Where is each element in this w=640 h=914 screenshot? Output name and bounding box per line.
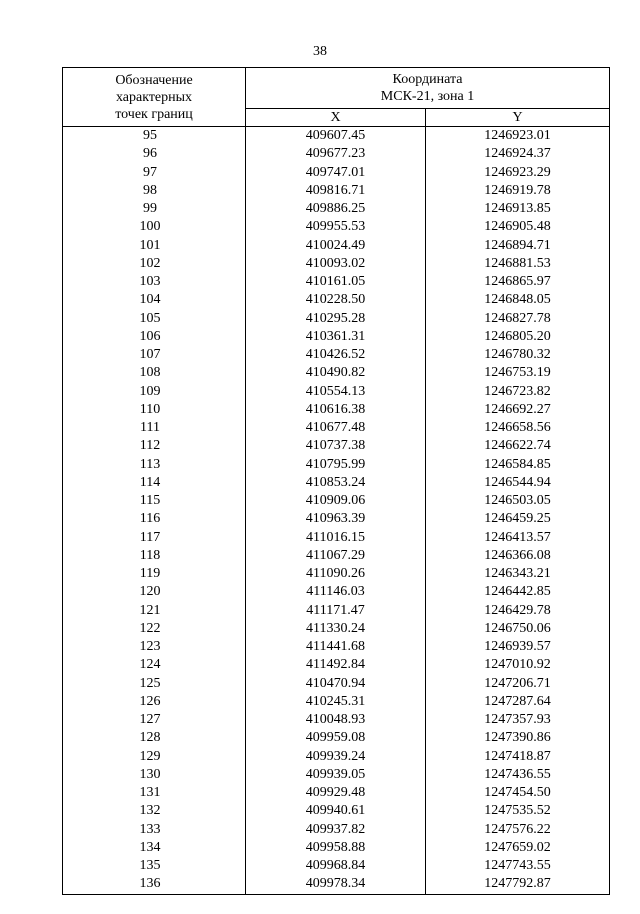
point-number-cell: 123	[63, 638, 246, 656]
point-number-cell: 100	[63, 218, 246, 236]
x-coordinate-cell: 411067.29	[246, 547, 426, 565]
x-coordinate-cell: 410554.13	[246, 383, 426, 401]
table-row	[63, 127, 610, 146]
table-row	[63, 218, 610, 236]
y-coordinate-cell: 1246459.25	[426, 510, 610, 528]
point-header-line: точек границ	[115, 106, 193, 122]
table-row	[63, 711, 610, 729]
y-coordinate-cell: 1246905.48	[426, 218, 610, 236]
table-row	[63, 602, 610, 620]
table-row	[63, 766, 610, 784]
table-row	[63, 875, 610, 894]
x-coordinate-cell: 410470.94	[246, 675, 426, 693]
x-coordinate-cell: 409937.82	[246, 821, 426, 839]
y-coordinate-cell: 1246923.29	[426, 164, 610, 182]
point-number-cell: 126	[63, 693, 246, 711]
point-number-cell: 108	[63, 364, 246, 382]
y-coordinate-cell: 1247418.87	[426, 748, 610, 766]
y-coordinate-cell: 1246881.53	[426, 255, 610, 273]
point-number-cell: 127	[63, 711, 246, 729]
table-row	[63, 383, 610, 401]
x-coordinate-cell: 410093.02	[246, 255, 426, 273]
x-coordinate-cell: 410490.82	[246, 364, 426, 382]
table-row	[63, 492, 610, 510]
y-coordinate-cell: 1247792.87	[426, 875, 610, 894]
x-coordinate-cell: 410426.52	[246, 346, 426, 364]
table-row	[63, 474, 610, 492]
x-column-header: X	[246, 109, 426, 127]
table-row	[63, 437, 610, 455]
table-row	[63, 620, 610, 638]
y-coordinate-cell: 1246413.57	[426, 529, 610, 547]
table-row	[63, 456, 610, 474]
point-number-cell: 96	[63, 145, 246, 163]
coordinate-header-line: Координата	[392, 72, 463, 87]
point-number-cell: 98	[63, 182, 246, 200]
y-coordinate-cell: 1246442.85	[426, 583, 610, 601]
table-row	[63, 401, 610, 419]
y-coordinate-cell: 1246750.06	[426, 620, 610, 638]
x-coordinate-cell: 409677.23	[246, 145, 426, 163]
table-row	[63, 273, 610, 291]
y-coordinate-cell: 1246622.74	[426, 437, 610, 455]
x-coordinate-cell: 409939.05	[246, 766, 426, 784]
x-coordinate-cell: 411016.15	[246, 529, 426, 547]
y-coordinate-cell: 1247454.50	[426, 784, 610, 802]
y-coordinate-cell: 1246919.78	[426, 182, 610, 200]
x-coordinate-cell: 410161.05	[246, 273, 426, 291]
point-number-cell: 114	[63, 474, 246, 492]
x-coordinate-cell: 410737.38	[246, 437, 426, 455]
table-row	[63, 693, 610, 711]
point-number-cell: 119	[63, 565, 246, 583]
x-coordinate-cell: 410909.06	[246, 492, 426, 510]
x-coordinate-cell: 409886.25	[246, 200, 426, 218]
y-coordinate-cell: 1246503.05	[426, 492, 610, 510]
x-coordinate-cell: 409816.71	[246, 182, 426, 200]
point-number-cell: 112	[63, 437, 246, 455]
point-number-cell: 122	[63, 620, 246, 638]
point-number-cell: 103	[63, 273, 246, 291]
point-number-cell: 102	[63, 255, 246, 273]
point-number-cell: 129	[63, 748, 246, 766]
table-row	[63, 529, 610, 547]
point-number-cell: 111	[63, 419, 246, 437]
table-row	[63, 802, 610, 820]
table-row	[63, 547, 610, 565]
x-coordinate-cell: 409958.88	[246, 839, 426, 857]
y-coordinate-cell: 1246939.57	[426, 638, 610, 656]
x-coordinate-cell: 410048.93	[246, 711, 426, 729]
point-number-cell: 116	[63, 510, 246, 528]
x-coordinate-cell: 411441.68	[246, 638, 426, 656]
y-coordinate-cell: 1246913.85	[426, 200, 610, 218]
point-number-cell: 125	[63, 675, 246, 693]
y-coordinate-cell: 1247576.22	[426, 821, 610, 839]
point-number-cell: 132	[63, 802, 246, 820]
point-number-cell: 101	[63, 237, 246, 255]
table-row	[63, 328, 610, 346]
x-coordinate-cell: 411492.84	[246, 656, 426, 674]
y-coordinate-cell: 1246924.37	[426, 145, 610, 163]
coordinate-system-header	[246, 68, 610, 109]
y-coordinate-cell: 1246584.85	[426, 456, 610, 474]
table-row	[63, 145, 610, 163]
y-coordinate-cell: 1247743.55	[426, 857, 610, 875]
y-coordinate-cell: 1246865.97	[426, 273, 610, 291]
coordinate-header-line: МСК-21, зона 1	[380, 89, 475, 104]
y-coordinate-cell: 1247659.02	[426, 839, 610, 857]
table-row	[63, 255, 610, 273]
point-number-cell: 118	[63, 547, 246, 565]
table-row	[63, 638, 610, 656]
page-number: 38	[313, 44, 327, 59]
y-coordinate-cell: 1247436.55	[426, 766, 610, 784]
x-coordinate-cell: 410228.50	[246, 291, 426, 309]
point-number-cell: 107	[63, 346, 246, 364]
point-number-cell: 124	[63, 656, 246, 674]
point-number-cell: 117	[63, 529, 246, 547]
x-coordinate-cell: 409940.61	[246, 802, 426, 820]
table-row	[63, 857, 610, 875]
y-coordinate-cell: 1246923.01	[426, 127, 610, 146]
y-coordinate-cell: 1247206.71	[426, 675, 610, 693]
point-number-cell: 110	[63, 401, 246, 419]
y-coordinate-cell: 1246780.32	[426, 346, 610, 364]
x-coordinate-cell: 409978.34	[246, 875, 426, 894]
y-coordinate-cell: 1247287.64	[426, 693, 610, 711]
point-header-line: характерных	[115, 89, 193, 105]
y-coordinate-cell: 1246753.19	[426, 364, 610, 382]
table-row	[63, 237, 610, 255]
table-row	[63, 729, 610, 747]
point-number-cell: 136	[63, 875, 246, 894]
table-row	[63, 821, 610, 839]
y-coordinate-cell: 1246692.27	[426, 401, 610, 419]
point-number-cell: 131	[63, 784, 246, 802]
table-row	[63, 419, 610, 437]
table-row	[63, 784, 610, 802]
point-number-cell: 134	[63, 839, 246, 857]
x-coordinate-cell: 410245.31	[246, 693, 426, 711]
point-number-cell: 99	[63, 200, 246, 218]
table-row	[63, 291, 610, 309]
table-row	[63, 675, 610, 693]
point-number-cell: 106	[63, 328, 246, 346]
y-coordinate-cell: 1246827.78	[426, 310, 610, 328]
point-number-cell: 133	[63, 821, 246, 839]
x-coordinate-cell: 411330.24	[246, 620, 426, 638]
x-coordinate-cell: 411090.26	[246, 565, 426, 583]
point-number-cell: 104	[63, 291, 246, 309]
x-coordinate-cell: 409959.08	[246, 729, 426, 747]
table-row	[63, 583, 610, 601]
point-number-cell: 113	[63, 456, 246, 474]
point-number-cell: 115	[63, 492, 246, 510]
y-coordinate-cell: 1246894.71	[426, 237, 610, 255]
x-coordinate-cell: 409968.84	[246, 857, 426, 875]
y-coordinate-cell: 1247010.92	[426, 656, 610, 674]
x-coordinate-cell: 410677.48	[246, 419, 426, 437]
x-coordinate-cell: 409747.01	[246, 164, 426, 182]
table-row	[63, 164, 610, 182]
x-coordinate-cell: 410963.39	[246, 510, 426, 528]
y-column-header: Y	[426, 109, 610, 127]
point-designation-header	[63, 68, 246, 127]
y-coordinate-cell: 1247535.52	[426, 802, 610, 820]
x-coordinate-cell: 411171.47	[246, 602, 426, 620]
point-number-cell: 97	[63, 164, 246, 182]
y-coordinate-cell: 1246805.20	[426, 328, 610, 346]
table-body	[63, 127, 610, 895]
y-coordinate-cell: 1246429.78	[426, 602, 610, 620]
y-coordinate-cell: 1246366.08	[426, 547, 610, 565]
point-number-cell: 130	[63, 766, 246, 784]
table-row	[63, 510, 610, 528]
table-row	[63, 565, 610, 583]
x-coordinate-cell: 410853.24	[246, 474, 426, 492]
point-number-cell: 109	[63, 383, 246, 401]
point-number-cell: 120	[63, 583, 246, 601]
y-coordinate-cell: 1246723.82	[426, 383, 610, 401]
table-row	[63, 200, 610, 218]
point-number-cell: 135	[63, 857, 246, 875]
point-header-line: Обозначение	[115, 72, 193, 88]
y-coordinate-cell: 1246848.05	[426, 291, 610, 309]
table-row	[63, 656, 610, 674]
table-row	[63, 748, 610, 766]
point-number-cell: 128	[63, 729, 246, 747]
y-coordinate-cell: 1247390.86	[426, 729, 610, 747]
y-coordinate-cell: 1246658.56	[426, 419, 610, 437]
point-number-cell: 95	[63, 127, 246, 146]
x-coordinate-cell: 410616.38	[246, 401, 426, 419]
x-coordinate-cell: 409607.45	[246, 127, 426, 146]
table-row	[63, 839, 610, 857]
table-row	[63, 182, 610, 200]
y-coordinate-cell: 1246343.21	[426, 565, 610, 583]
point-number-cell: 121	[63, 602, 246, 620]
x-coordinate-cell: 411146.03	[246, 583, 426, 601]
x-coordinate-cell: 410024.49	[246, 237, 426, 255]
x-coordinate-cell: 409955.53	[246, 218, 426, 236]
table-row	[63, 310, 610, 328]
x-coordinate-cell: 409929.48	[246, 784, 426, 802]
y-coordinate-cell: 1247357.93	[426, 711, 610, 729]
coordinates-table	[62, 67, 610, 895]
table-row	[63, 364, 610, 382]
x-coordinate-cell: 409939.24	[246, 748, 426, 766]
point-number-cell: 105	[63, 310, 246, 328]
table-row	[63, 346, 610, 364]
x-coordinate-cell: 410361.31	[246, 328, 426, 346]
x-coordinate-cell: 410795.99	[246, 456, 426, 474]
y-coordinate-cell: 1246544.94	[426, 474, 610, 492]
x-coordinate-cell: 410295.28	[246, 310, 426, 328]
